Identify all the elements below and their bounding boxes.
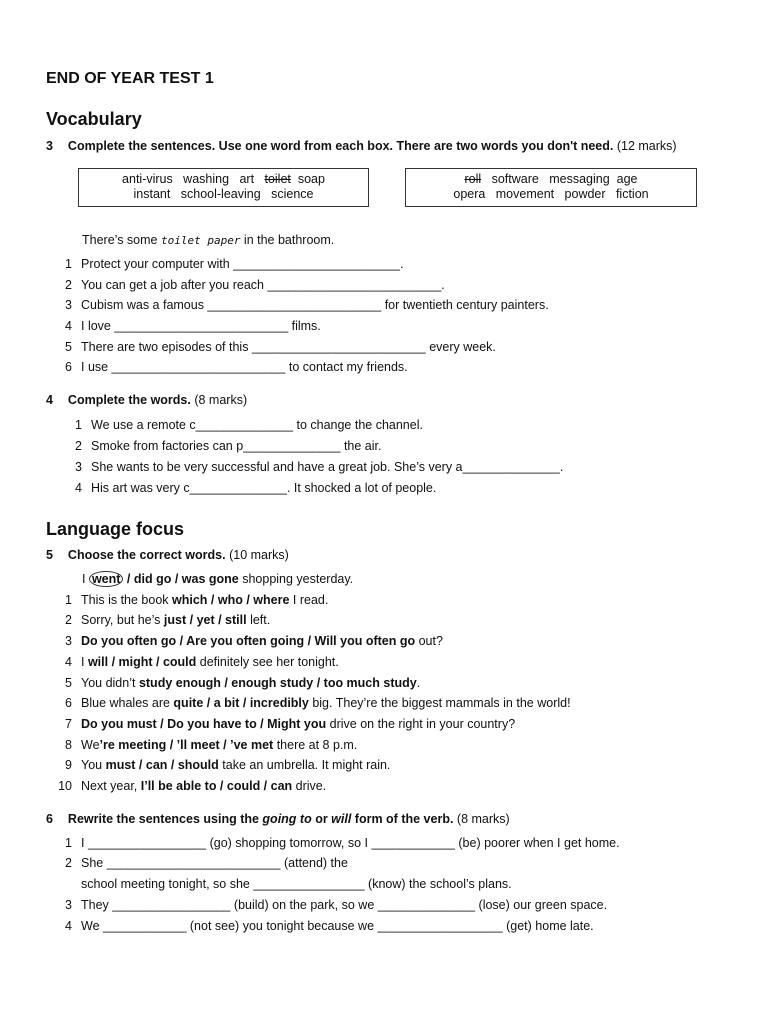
q5-item: [54, 738, 357, 752]
q6-item-number: 2: [65, 856, 72, 870]
q4-instruction-line: [46, 393, 247, 407]
q5-item-number: 10: [58, 779, 72, 793]
q5-example-circled-answer: went: [89, 571, 123, 587]
q5-item-post: .: [416, 676, 421, 690]
q5-item: [54, 655, 339, 669]
q4-item-text: His art was very c______________. It shocked a lot of people.: [91, 481, 437, 495]
q6-going-to: going to: [262, 812, 312, 826]
q3-item-text: Protect your computer with ________________________.: [81, 257, 404, 271]
q5-example: [82, 572, 353, 586]
q5-item-pre: We: [81, 738, 100, 752]
q6-item-number: 1: [65, 836, 72, 850]
q4-instruction: Complete the words.: [67, 393, 191, 407]
q6-item: [54, 856, 348, 870]
q5-instruction: Choose the correct words.: [67, 548, 226, 562]
q5-item-options: study enough / enough study / too much study: [138, 676, 417, 690]
q6-item-continuation: [54, 877, 512, 891]
q3-item-number: 1: [65, 257, 72, 271]
q5-example-post: shopping yesterday.: [238, 572, 354, 586]
q5-item-options: must / can / should: [105, 758, 219, 772]
q3-example-post: in the bathroom.: [240, 233, 335, 247]
q3-item-number: 4: [65, 319, 72, 333]
q3-instruction-line: [46, 139, 677, 153]
box1-words-line2: instant school-leaving science: [133, 187, 314, 201]
q4-number: 4: [46, 393, 53, 407]
q4-item: [64, 418, 423, 432]
q6-item: [54, 898, 607, 912]
q5-item-number: 9: [65, 758, 72, 772]
q5-instruction-line: [46, 548, 289, 562]
q5-item-number: 6: [65, 696, 72, 710]
q5-item-post: take an umbrella. It might rain.: [218, 758, 391, 772]
q3-item: [54, 360, 408, 374]
q5-item: [54, 758, 390, 772]
q5-item-options: quite / a bit / incredibly: [173, 696, 309, 710]
q5-item-post: drive on the right in your country?: [326, 717, 516, 731]
q5-item-options: will / might / could: [87, 655, 197, 669]
q6-item: [54, 836, 620, 850]
q3-item: [54, 257, 403, 271]
q5-item-post: definitely see her tonight.: [196, 655, 339, 669]
q3-item-number: 2: [65, 278, 72, 292]
box1-words-a: anti-virus washing art: [122, 172, 265, 186]
q6-will: will: [331, 812, 352, 826]
q3-item: [54, 319, 321, 333]
q5-item-pre: This is the book: [81, 593, 173, 607]
q5-item-number: 2: [65, 613, 72, 627]
q6-marks: (8 marks): [456, 812, 510, 826]
q5-item: [54, 676, 420, 690]
q5-item-number: 1: [65, 593, 72, 607]
q3-item-number: 5: [65, 340, 72, 354]
q5-item-number: 7: [65, 717, 72, 731]
q6-item-text: school meeting tonight, so she ________________ (know) the school’s plans.: [81, 877, 512, 891]
q3-example-answer: toilet paper: [160, 234, 241, 247]
q5-item: [54, 613, 270, 627]
box2-words-a: software messaging age: [481, 172, 638, 186]
q6-item-text: They _________________ (build) on the park, so we ______________ (lose) our green space.: [81, 898, 608, 912]
q4-item: [64, 439, 381, 453]
q3-item-text: I use _________________________ to contact my friends.: [81, 360, 408, 374]
q3-example: [82, 233, 334, 247]
q5-item-number: 4: [65, 655, 72, 669]
q3-marks: (12 marks): [616, 139, 677, 153]
vocabulary-heading: Vocabulary: [46, 109, 142, 129]
q6-instruction-pre: Rewrite the sentences using the: [67, 812, 263, 826]
q3-item: [54, 340, 496, 354]
q5-item-pre: Blue whales are: [81, 696, 174, 710]
q6-item-number: 4: [65, 919, 72, 933]
q6-item-number: 3: [65, 898, 72, 912]
q6-instruction-line: [46, 812, 510, 826]
q5-item-post: there at 8 p.m.: [273, 738, 358, 752]
language-focus-heading: Language focus: [46, 519, 185, 539]
q5-item-post: left.: [246, 613, 271, 627]
q5-item-pre: Sorry, but he’s: [81, 613, 164, 627]
q5-item-pre: You: [81, 758, 106, 772]
q5-item-options: just / yet / still: [163, 613, 247, 627]
q3-item-text: I love _________________________ films.: [81, 319, 321, 333]
q4-item-number: 1: [75, 418, 82, 432]
q5-item-post: out?: [415, 634, 443, 648]
box1-words-b: soap: [290, 172, 325, 186]
q4-item: [64, 460, 563, 474]
box2-words-line2: opera movement powder fiction: [453, 187, 649, 201]
q5-item-pre: I: [81, 655, 88, 669]
q3-example-pre: There’s some: [82, 233, 161, 247]
q5-marks: (10 marks): [229, 548, 289, 562]
q5-item-options: Do you often go / Are you often going / Will you often go: [81, 634, 416, 648]
q5-item-options: I’ll be able to / could / can: [140, 779, 293, 793]
q3-item-text: Cubism was a famous _________________________ for twentieth century painters.: [81, 298, 549, 312]
q5-item: [54, 696, 571, 710]
q5-item-options: Do you must / Do you have to / Might you: [81, 717, 327, 731]
q5-item-number: 3: [65, 634, 72, 648]
q6-item-text: She _________________________ (attend) the: [81, 856, 348, 870]
q4-item: [64, 481, 436, 495]
word-box-2: [405, 168, 697, 207]
q5-item-post: drive.: [292, 779, 327, 793]
q5-item-options: which / who / where: [172, 593, 290, 607]
test-title: END OF YEAR TEST 1: [46, 70, 214, 87]
q5-item-options: ’re meeting / ’ll meet / ’ve met: [99, 738, 274, 752]
q5-item-number: 8: [65, 738, 72, 752]
q6-item-text: We ____________ (not see) you tonight because we __________________ (get) home late.: [81, 919, 594, 933]
q6-or: or: [311, 812, 332, 826]
box1-struck-word: toilet: [264, 172, 291, 186]
q4-item-text: She wants to be very successful and have a great job. She’s very a______________.: [91, 460, 564, 474]
q4-item-text: Smoke from factories can p______________ the air.: [91, 439, 382, 453]
q6-number: 6: [46, 812, 53, 826]
q3-item: [54, 278, 445, 292]
q5-number: 5: [46, 548, 53, 562]
q6-instruction-post: form of the verb.: [351, 812, 454, 826]
q6-item: [54, 919, 594, 933]
q3-item-number: 6: [65, 360, 72, 374]
box2-struck-word: roll: [464, 172, 482, 186]
q5-item-pre: Next year,: [81, 779, 141, 793]
q3-item-text: There are two episodes of this _________________________ every week.: [81, 340, 496, 354]
q4-item-number: 2: [75, 439, 82, 453]
q4-item-text: We use a remote c______________ to change the channel.: [91, 418, 423, 432]
q3-instruction: Complete the sentences. Use one word from each box. There are two words you don't need.: [67, 139, 614, 153]
q4-marks: (8 marks): [194, 393, 248, 407]
q5-item: [54, 593, 328, 607]
q5-example-options: / did go / was gone: [123, 572, 239, 586]
q5-item-post: big. They’re the biggest mammals in the world!: [308, 696, 571, 710]
q5-example-i: I: [82, 572, 89, 586]
q3-item: [54, 298, 549, 312]
q6-item-text: I _________________ (go) shopping tomorrow, so I ____________ (be) poorer when I get home.: [81, 836, 620, 850]
q5-item: [54, 634, 443, 648]
q5-item: [54, 717, 515, 731]
q5-item-number: 5: [65, 676, 72, 690]
q5-item-post: I read.: [289, 593, 329, 607]
q3-item-number: 3: [65, 298, 72, 312]
word-box-1: [78, 168, 369, 207]
q5-item: [54, 779, 326, 793]
q4-item-number: 3: [75, 460, 82, 474]
q3-number: 3: [46, 139, 53, 153]
q3-item-text: You can get a job after you reach _________________________.: [81, 278, 445, 292]
q4-item-number: 4: [75, 481, 82, 495]
q5-item-pre: You didn’t: [81, 676, 139, 690]
